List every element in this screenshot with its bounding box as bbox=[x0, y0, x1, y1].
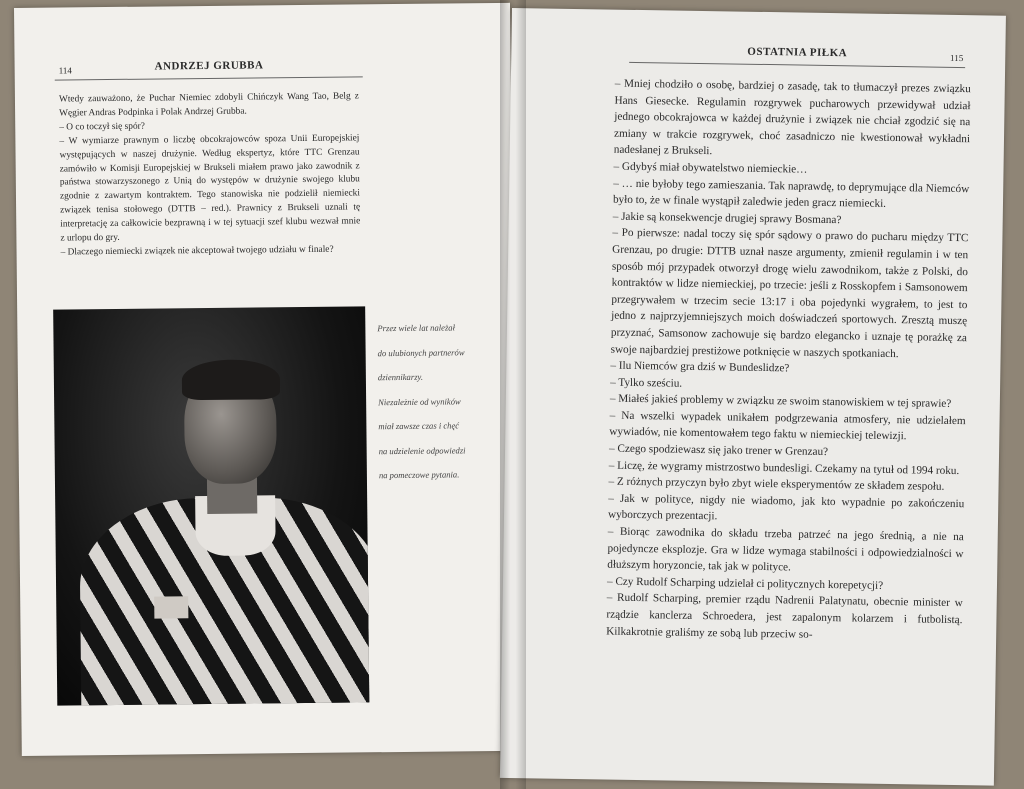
paragraph: – Na wszelki wypadek unikałem podgrzewania atmosfery, nie udzielałem wywiadów, nie komentowałem tego faktu w niemieckiej telewizji. bbox=[609, 409, 966, 443]
left-body-text bbox=[59, 90, 361, 260]
caption-line: Niezależnie od wyników bbox=[378, 395, 461, 407]
caption-line: miał zawsze czas i chęć bbox=[378, 420, 460, 432]
paragraph: – Czy Rudolf Scharping udzielał ci politycznych korepetycji? bbox=[606, 575, 884, 592]
right-running-head: OSTATNIA PIŁKA bbox=[747, 45, 848, 60]
caption-line: Przez wiele lat należał bbox=[377, 322, 455, 334]
paragraph: – W wymiarze prawnym o liczbę obcokrajowców spoza Unii Europejskiej występujących w naszej drużynie. Według ekspertyz, które TTC Grenzau zamówiło w Komisji Europejskiej w Brukseli miałem prawo jako zawodnik z państwa stowarzyszonego z Unią do występów w drużynie swojego klubu zgodnie z zawartym kontraktem. Tego stanowiska nie podzielił niemiecki związek tenisa stołowego (DTTB – red.). Prawnicy z Brukseli uznali tę interpretację za całkowicie bezprawną i w tej sytuacji szef klubu wezwał mnie z urlopu do gry. bbox=[59, 133, 361, 244]
left-running-header bbox=[55, 56, 363, 80]
left-running-head: ANDRZEJ GRUBBA bbox=[154, 59, 264, 73]
paragraph: – Mniej chodziło o osobę, bardziej o zasadę, tak to tłumaczył prezes związku Hans Giesecke. Regulamin rozgrywek pucharowych przewidywał udział jednego obcokrajowca w każdej drużynie i związek nie chciał zgodzić się na zmiany w trakcie rozgrywek, choć zasadniczo nie kwestionował wykładni nadesłanej z Brukseli. bbox=[613, 77, 971, 158]
caption-line: dziennikarzy. bbox=[377, 371, 424, 383]
paragraph: – Tylko sześciu. bbox=[610, 376, 683, 390]
left-page-number: 114 bbox=[58, 65, 72, 76]
caption-line: na pomeczowe pytania. bbox=[378, 469, 460, 481]
paragraph: – … nie byłoby tego zamieszania. Tak naprawdę, to deprymujące dla Niemców było to, że w finale wystąpił zaledwie jeden gracz niemiecki. bbox=[612, 177, 970, 211]
paragraph: – Biorąc zawodnika do składu trzeba patrzeć na jego średnią, a nie na pojedyncze eksplozje. Gra w lidze wymaga stabilności i odpowiedzialności w dłuższym horyzoncie, tak jak w polityce. bbox=[607, 525, 964, 574]
paragraph: – Jak w polityce, nigdy nie wiadomo, jak kto wypadnie po zakończeniu wyborczych prezentacji. bbox=[607, 492, 965, 523]
right-page bbox=[500, 8, 1006, 786]
paragraph: – Jakie są konsekwencje drugiej sprawy Bosmana? bbox=[612, 210, 842, 226]
paragraph: – Po pierwsze: nadal toczy się spór sądowy o prawo do pucharu między TTC Grenzau, po drugie: DTTB uznał nasze argumenty, zmienił regulamin i w ten sposób mój przypadek otworzył drogę wielu zawodnikom, także z Polski, do kontraktów w lidze niemieckiej, po trzecie: jeśli z Rosskopfem i Samsonowem przegrywałem w trzecim secie 13:17 i oba pojedynki wygrałem, to jest to jedno z najprzyjemniejszych moich doświadczeń sportowych. Zresztą muszę przyznać, Samsonow zachowuje się bardzo elegancko i uznaje tę porażkę za swoje najbardziej prestiżowe potknięcie w naszych spotkaniach. bbox=[610, 226, 969, 360]
paragraph: – Rudolf Scharping, premier rządu Nadrenii Palatynatu, obecnie minister w rządzie kanclerza Schroedera, jest zapalonym kolarzem i futbolistą. Kilkakrotnie graliśmy ze sobą lub przeciw so- bbox=[606, 591, 963, 641]
paragraph: – Miałeś jakieś problemy w związku ze swoim stanowiskiem w tej sprawie? bbox=[609, 392, 952, 411]
paragraph: – O co toczył się spór? bbox=[59, 121, 145, 133]
book-gutter bbox=[500, 0, 526, 789]
paragraph: – Liczę, że wygramy mistrzostwo bundesligi. Czekamy na tytuł od 1994 roku. bbox=[608, 459, 960, 477]
right-running-header bbox=[629, 40, 965, 68]
paragraph: – Gdybyś miał obywatelstwo niemieckie… bbox=[613, 160, 808, 176]
photo-badge bbox=[154, 596, 188, 618]
paragraph: – Dlaczego niemiecki związek nie akceptował twojego udziału w finale? bbox=[60, 244, 334, 258]
caption-line: na udzielenie odpowiedzi bbox=[378, 444, 466, 456]
left-page bbox=[14, 3, 518, 756]
right-body-text bbox=[606, 76, 971, 646]
player-photo bbox=[53, 306, 369, 705]
photo-hair bbox=[182, 359, 280, 400]
paragraph: – Z różnych przyczyn było zbyt wiele eksperymentów ze składem zespołu. bbox=[608, 475, 945, 494]
photo-caption bbox=[377, 315, 491, 488]
caption-line: do ulubionych partnerów bbox=[377, 346, 465, 358]
paragraph: – Czego spodziewasz się jako trener w Grenzau? bbox=[608, 442, 829, 459]
right-page-number: 115 bbox=[950, 52, 964, 64]
paragraph: – Ilu Niemców gra dziś w Bundeslidze? bbox=[610, 359, 790, 375]
paragraph: Wtedy zauważono, że Puchar Niemiec zdobyli Chińczyk Wang Tao, Belg z Węgier Andras Podpinka i Polak Andrzej Grubba. bbox=[58, 91, 359, 119]
